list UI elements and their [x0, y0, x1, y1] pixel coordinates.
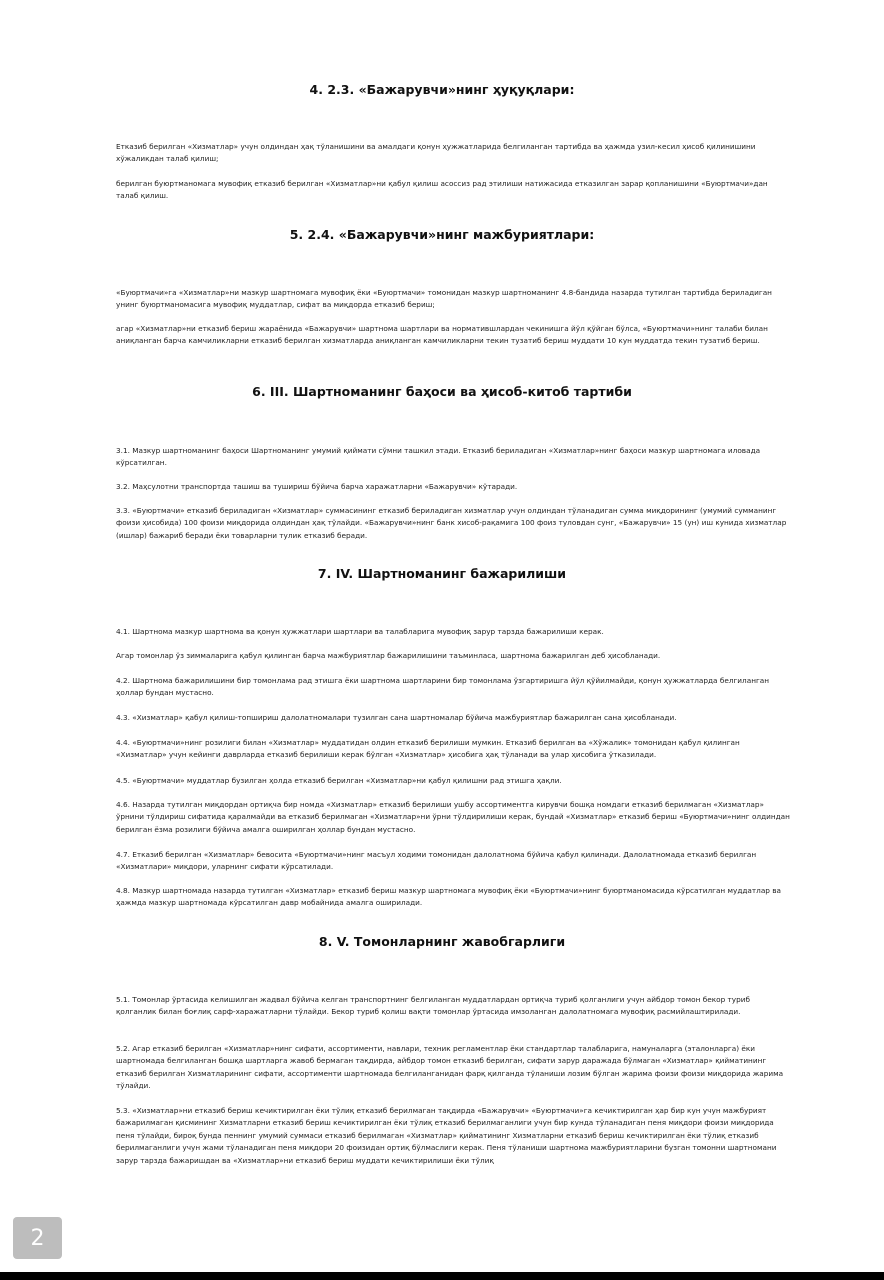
- paragraph: Агар томонлар ўз зиммаларига қабул қилинган барча мажбуриятлар бажарилишини таъминласа, шартнома бажарилган деб ҳисобланади.: [116, 651, 661, 660]
- paragraph: 4.2. Шартнома бажарилишини бир томонлама рад этишга ёки шартнома шартларини бир томонлама ўзгартиришга йўл қўйилмайди, қонун ҳужжатларда белгиланган ҳоллар бундан мустасно.: [116, 676, 770, 698]
- paragraph: 4.6. Назарда тутилган миқдордан ортиқча бир номда «Хизматлар» етказиб берилиши ушбу ассортиментга кирувчи бошқа номдаги етказиб берилмаган «Хизматлар» ўрнини тўлдириш сифатида қаралмайди ва етказиб берилмаган «Хизматлар»ни ўрни тўлдирилиши керак, бундай «Хизматлар» етказиб бериш «Буюртмачи»нинг олдиндан берилган ёзма розилиги бўйича амалга оширилган ҳоллар бундан мустасно.: [116, 800, 790, 834]
- paragraph: 4.4. «Буюртмачи»нинг розилиги билан «Хизматлар» муддатидан олдин етказиб берилиши мумкин. Етказиб берилган ва «Хўжалик» томонидан қабул қилинган «Хизматлар» учун кейинги даврларда етказиб берилиши керак бўлган «Хизматлар» ҳисобига ҳақ тўланади ва улар ҳисобига ўтказилади.: [116, 738, 740, 760]
- paragraph: Етказиб берилган «Хизматлар» учун олдиндан ҳақ тўланишини ва амалдаги қонун ҳужжатларида белгиланган тартибда ва ҳажмда узил-кесил ҳисоб қилинишини хўжаликдан талаб қилиш;: [116, 142, 756, 164]
- paragraph: 5.1. Томонлар ўртасида келишилган жадвал бўйича келган транспортнинг белгиланган муддатлардан ортиқча туриб қолганлиги учун айбдор томон бекор туриб қолганлик билан боғлиқ сарф-харажатларни тўлайди. Бекор туриб қолиш вақти томонлар ўртасида имзоланган далолатномага мувофиқ расмийлаштирилади.: [116, 995, 750, 1017]
- section-heading-contract-execution: 7. IV. Шартноманинг бажарилиши: [317, 566, 567, 581]
- bottom-bar: [0, 1272, 884, 1280]
- page-number-badge[interactable]: 2: [13, 1217, 62, 1259]
- paragraph: 5.3. «Хизматлар»ни етказиб бериш кечиктирилган ёки тўлиқ етказиб берилмаган тақдирда «Бажарувчи» «Буюртмачи»га кечиктирилган ҳар бир кун учун мажбурият бажарилмаган қисмининг Хизматларни етказиб бериш кечиктирилган ёки тўлиқ етказиб берилмаганлиги учун бир кунда тўланадиган пеня миқдори фоизи миқдорида пеня тўлайди, бироқ бунда пеннинг умумий суммаси етказиб берилмаган «Хизматлар» қийматининг Хизматларни етказиб бериш кечиктирилган ёки тўлиқ етказиб берилмаганлиги учун жами тўланадиган пеня миқдори 20 фоизидан ортиқ бўлмаслиги керак. Пеня тўланиши шартнома мажбуриятларини бузган томонни шартномани зарур тарзда бажаришдан ва «Хизматлар»ни етказиб бериш муддати кечиктирилиши ёки тўлиқ: [116, 1106, 777, 1165]
- paragraph: 3.2. Маҳсулотни транспортда ташиш ва тушириш бўйича барча харажатларни «Бажарувчи» кўтаради.: [116, 482, 518, 491]
- paragraph: 4.8. Мазкур шартномада назарда тутилган «Хизматлар» етказиб бериш мазкур шартномага мувофиқ ёки «Буюртмачи»нинг буюртманомасида кўрсатилган муддатлар ва ҳажмда мазкур шартномада кўрсатилган давр мобайнида амалга оширилади.: [116, 886, 782, 908]
- section-heading-contractor-rights: 4. 2.3. «Бажарувчи»нинг ҳуқуқлари:: [309, 82, 575, 97]
- paragraph: «Буюртмачи»га «Хизматлар»ни мазкур шартномага мувофиқ ёки «Буюртмачи» томонидан мазкур шартноманинг 4.8-бандида назарда тутилган тартибда бериладиган унинг буюртманомасига мувофиқ муддатлар, сифат ва миқдорда етказиб бериш;: [116, 288, 772, 310]
- section-heading-contractor-obligations: 5. 2.4. «Бажарувчи»нинг мажбуриятлари:: [289, 227, 595, 242]
- paragraph: 4.1. Шартнома мазкур шартнома ва қонун ҳужжатлари шартлари ва талабларига мувофиқ зарур тарзда бажарилиши керак.: [116, 627, 604, 636]
- paragraph: берилган буюртманомага мувофиқ етказиб берилган «Хизматлар»ни қабул қилиш асоссиз рад этилиши натижасида етказилган зарар қопланишини «Буюртмачи»дан талаб қилиш.: [116, 179, 768, 201]
- paragraph: 4.3. «Хизматлар» қабул қилиш-топшириш далолатномалари тузилган сана шартномалар бўйича мажбуриятлар бажарилган сана ҳисобланади.: [116, 713, 677, 722]
- paragraph: 4.7. Етказиб берилган «Хизматлар» бевосита «Буюртмачи»нинг масъул ходими томонидан далолатнома бўйича қабул қилинади. Далолатномада етказиб берилган «Хизматлари» миқдори, уларнинг сифати кўрсатилади.: [116, 850, 757, 872]
- paragraph: 4.5. «Буюртмачи» муддатлар бузилган ҳолда етказиб берилган «Хизматлар»ни қабул қилишни рад этишга ҳақли.: [116, 776, 562, 785]
- section-heading-liability: 8. V. Томонларнинг жавобгарлиги: [318, 934, 566, 949]
- paragraph: 3.1. Мазкур шартноманинг баҳоси Шартноманинг умумий қиймати сўмни ташкил этади. Етказиб бериладиган «Хизматлар»нинг баҳоси мазкур шартномага иловада кўрсатилган.: [116, 446, 761, 468]
- paragraph: агар «Хизматлар»ни етказиб бериш жараёнида «Бажарувчи» шартнома шартлари ва норматившлардан чекинишга йўл қўйган бўлса, «Буюртмачи»нинг талаби билан аниқланган барча камчиликларни етказиб берилган хизматларда аниқланган камчиликларни текин тузатиб бериш муддати 10 кун муддатда текин тузатиб бериш.: [116, 324, 768, 346]
- paragraph: 5.2. Агар етказиб берилган «Хизматлар»нинг сифати, ассортименти, навлари, техник регламентлар ёки стандартлар талабларига, намуналарга (эталонларга) ёки шартномада белгиланган бошқа шартларга жавоб бермаган тақдирда, айбдор томон етказиб берилган, сифати зарур даражада бўлмаган «Хизматлар» қийматининг етказиб берилган Хизматларининг сифати, ассортименти шартномада белгиланганидан фарқ қилганда тўланиши лозим бўлган жарима фоизи фоизи миқдорида жарима тўлайди.: [116, 1044, 784, 1091]
- paragraph: 3.3. «Буюртмачи» етказиб бериладиган «Хизматлар» суммасининг етказиб бериладиган хизматлар учун олдиндан тўланадиган сумма миқдорининг (умумий сумманинг фоизи ҳисобида) 100 фоизи миқдорида олдиндан ҳақ тўлайди. «Бажарувчи»нинг банк хисоб-рақамига 100 фоиз туловдан сунг, «Бажарувчи» 15 (ун) иш кунида хизматлар (ишлар) бажариб беради ёки товарларни тулик етказиб беради.: [116, 506, 787, 540]
- section-heading-price-and-settlement: 6. III. Шартноманинг баҳоси ва ҳисоб-китоб тартиби: [252, 384, 632, 399]
